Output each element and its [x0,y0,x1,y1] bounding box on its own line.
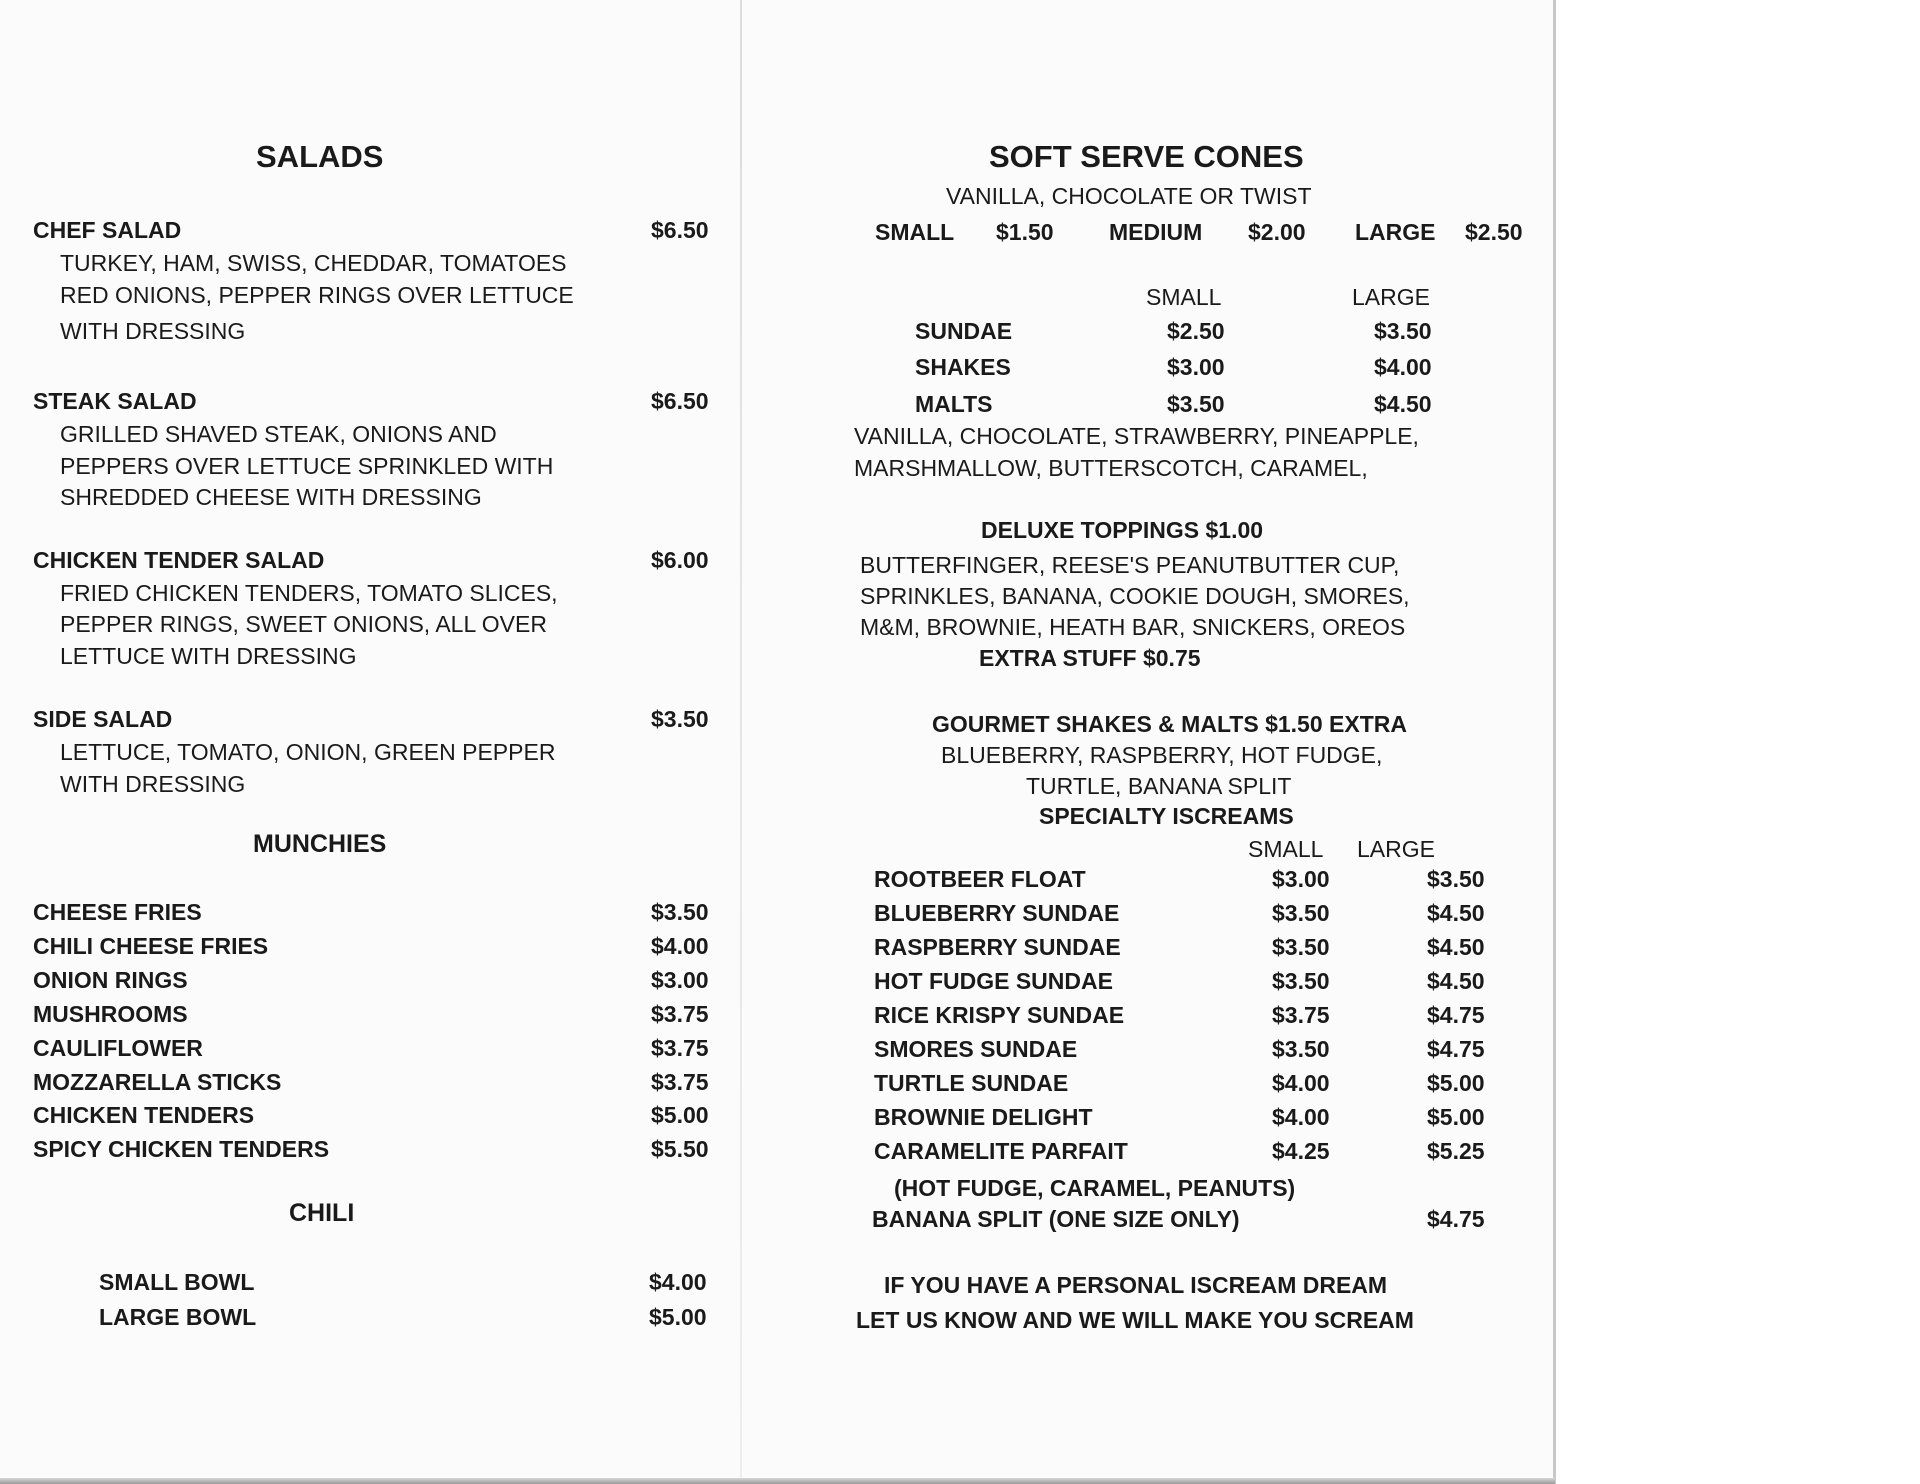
salad-item-desc: SHREDDED CHEESE WITH DRESSING [60,484,482,510]
specialty-item-large: $4.50 [1427,900,1485,926]
cone-small-label: SMALL [875,219,955,245]
banana-split-name: BANANA SPLIT (ONE SIZE ONLY) [872,1206,1240,1232]
munchies-item-name: ONION RINGS [33,967,188,993]
chili-heading: CHILI [289,1199,355,1227]
chili-item-price: $4.00 [649,1269,707,1295]
toppings-heading: DELUXE TOPPINGS $1.00 [981,517,1264,543]
munchies-item-name: MUSHROOMS [33,1001,188,1027]
cone-medium-price: $2.00 [1248,219,1306,245]
treat-item-name: SUNDAE [915,318,1013,344]
munchies-item-name: MOZZARELLA STICKS [33,1069,282,1095]
cone-small-price: $1.50 [996,219,1054,245]
footer-line-2: LET US KNOW AND WE WILL MAKE YOU SCREAM [856,1307,1414,1333]
cones-flavors: VANILLA, CHOCOLATE OR TWIST [946,183,1312,209]
specialty-item-large: $5.25 [1427,1138,1485,1164]
specialty-item-small: $3.00 [1272,866,1330,892]
chili-item-name: LARGE BOWL [99,1304,257,1330]
toppings-list: M&M, BROWNIE, HEATH BAR, SNICKERS, OREOS [860,614,1406,640]
munchies-item-name: CAULIFLOWER [33,1035,203,1061]
specialty-item-name: BLUEBERRY SUNDAE [874,900,1120,926]
specialty-item-name: ROOTBEER FLOAT [874,866,1086,892]
specialty-heading: SPECIALTY ISCREAMS [1039,803,1294,829]
treat-item-name: SHAKES [915,354,1011,380]
specialty-item-large: $5.00 [1427,1104,1485,1130]
cone-medium-label: MEDIUM [1109,219,1203,245]
salad-item-desc: WITH DRESSING [60,771,246,797]
gourmet-list: TURTLE, BANANA SPLIT [1026,773,1292,799]
munchies-item-price: $3.00 [651,967,709,993]
cones-heading: SOFT SERVE CONES [989,139,1304,174]
munchies-item-price: $3.75 [651,1069,709,1095]
treat-item-small: $3.50 [1167,391,1225,417]
salad-item-desc: FRIED CHICKEN TENDERS, TOMATO SLICES, [60,580,558,606]
treats-flavors: MARSHMALLOW, BUTTERSCOTCH, CARAMEL, [854,455,1368,481]
treat-item-name: MALTS [915,391,993,417]
salad-item-name: STEAK SALAD [33,388,197,414]
specialty-item-large: $4.50 [1427,934,1485,960]
munchies-item-price: $3.75 [651,1035,709,1061]
treat-item-small: $2.50 [1167,318,1225,344]
specialty-item-small: $4.25 [1272,1138,1330,1164]
gourmet-heading: GOURMET SHAKES & MALTS $1.50 EXTRA [932,711,1407,737]
munchies-item-price: $3.75 [651,1001,709,1027]
specialty-item-name: BROWNIE DELIGHT [874,1104,1093,1130]
treats-col-large: LARGE [1352,284,1430,310]
specialty-item-small: $4.00 [1272,1104,1330,1130]
munchies-item-name: CHEESE FRIES [33,899,202,925]
paper-edge [1553,0,1556,1484]
specialty-item-large: $5.00 [1427,1070,1485,1096]
munchies-item-name: CHILI CHEESE FRIES [33,933,269,959]
paper-bottom-edge [0,1478,1555,1484]
footer-line-1: IF YOU HAVE A PERSONAL ISCREAM DREAM [884,1272,1388,1298]
salad-item-price: $3.50 [651,706,709,732]
munchies-heading: MUNCHIES [253,830,387,858]
salad-item-desc: RED ONIONS, PEPPER RINGS OVER LETTUCE [60,282,574,308]
specialty-item-large: $4.75 [1427,1002,1485,1028]
treat-item-large: $4.00 [1374,354,1432,380]
specialty-col-small: SMALL [1248,836,1324,862]
treat-item-small: $3.00 [1167,354,1225,380]
salad-item-desc: GRILLED SHAVED STEAK, ONIONS AND [60,421,497,447]
chili-item-name: SMALL BOWL [99,1269,255,1295]
salad-item-name: CHEF SALAD [33,217,182,243]
munchies-item-name: SPICY CHICKEN TENDERS [33,1136,330,1162]
treats-flavors: VANILLA, CHOCOLATE, STRAWBERRY, PINEAPPLE, [854,423,1419,449]
left-panel [0,0,740,1484]
salad-item-desc: PEPPERS OVER LETTUCE SPRINKLED WITH [60,453,554,479]
salad-item-desc: WITH DRESSING [60,318,246,344]
specialty-col-large: LARGE [1357,836,1435,862]
salad-item-name: SIDE SALAD [33,706,173,732]
munchies-item-name: CHICKEN TENDERS [33,1102,255,1128]
parfait-note: (HOT FUDGE, CARAMEL, PEANUTS) [894,1175,1296,1201]
specialty-item-small: $3.75 [1272,1002,1330,1028]
salad-item-price: $6.00 [651,547,709,573]
specialty-item-large: $3.50 [1427,866,1485,892]
specialty-item-large: $4.50 [1427,968,1485,994]
treat-item-large: $4.50 [1374,391,1432,417]
munchies-item-price: $5.50 [651,1136,709,1162]
salad-item-desc: PEPPER RINGS, SWEET ONIONS, ALL OVER [60,611,547,637]
specialty-item-small: $4.00 [1272,1070,1330,1096]
salad-item-desc: LETTUCE WITH DRESSING [60,643,357,669]
specialty-item-name: RICE KRISPY SUNDAE [874,1002,1125,1028]
munchies-item-price: $3.50 [651,899,709,925]
salad-item-price: $6.50 [651,217,709,243]
banana-split-price: $4.75 [1427,1206,1485,1232]
gourmet-list: BLUEBERRY, RASPBERRY, HOT FUDGE, [941,742,1383,768]
specialty-item-name: HOT FUDGE SUNDAE [874,968,1113,994]
treat-item-large: $3.50 [1374,318,1432,344]
munchies-item-price: $5.00 [651,1102,709,1128]
salad-item-price: $6.50 [651,388,709,414]
toppings-extra: EXTRA STUFF $0.75 [979,645,1201,671]
chili-item-price: $5.00 [649,1304,707,1330]
specialty-item-small: $3.50 [1272,1036,1330,1062]
specialty-item-name: CARAMELITE PARFAIT [874,1138,1128,1164]
specialty-item-name: RASPBERRY SUNDAE [874,934,1121,960]
salads-heading: SALADS [256,139,384,174]
salad-item-desc: TURKEY, HAM, SWISS, CHEDDAR, TOMATOES [60,250,567,276]
specialty-item-small: $3.50 [1272,900,1330,926]
specialty-item-small: $3.50 [1272,934,1330,960]
treats-col-small: SMALL [1146,284,1222,310]
specialty-item-name: TURTLE SUNDAE [874,1070,1069,1096]
specialty-item-large: $4.75 [1427,1036,1485,1062]
cone-large-label: LARGE [1355,219,1436,245]
fold-crease [740,0,742,1484]
cone-large-price: $2.50 [1465,219,1523,245]
salad-item-desc: LETTUCE, TOMATO, ONION, GREEN PEPPER [60,739,556,765]
specialty-item-small: $3.50 [1272,968,1330,994]
munchies-item-price: $4.00 [651,933,709,959]
salad-item-name: CHICKEN TENDER SALAD [33,547,325,573]
toppings-list: BUTTERFINGER, REESE'S PEANUTBUTTER CUP, [860,552,1400,578]
toppings-list: SPRINKLES, BANANA, COOKIE DOUGH, SMORES, [860,583,1410,609]
specialty-item-name: SMORES SUNDAE [874,1036,1078,1062]
